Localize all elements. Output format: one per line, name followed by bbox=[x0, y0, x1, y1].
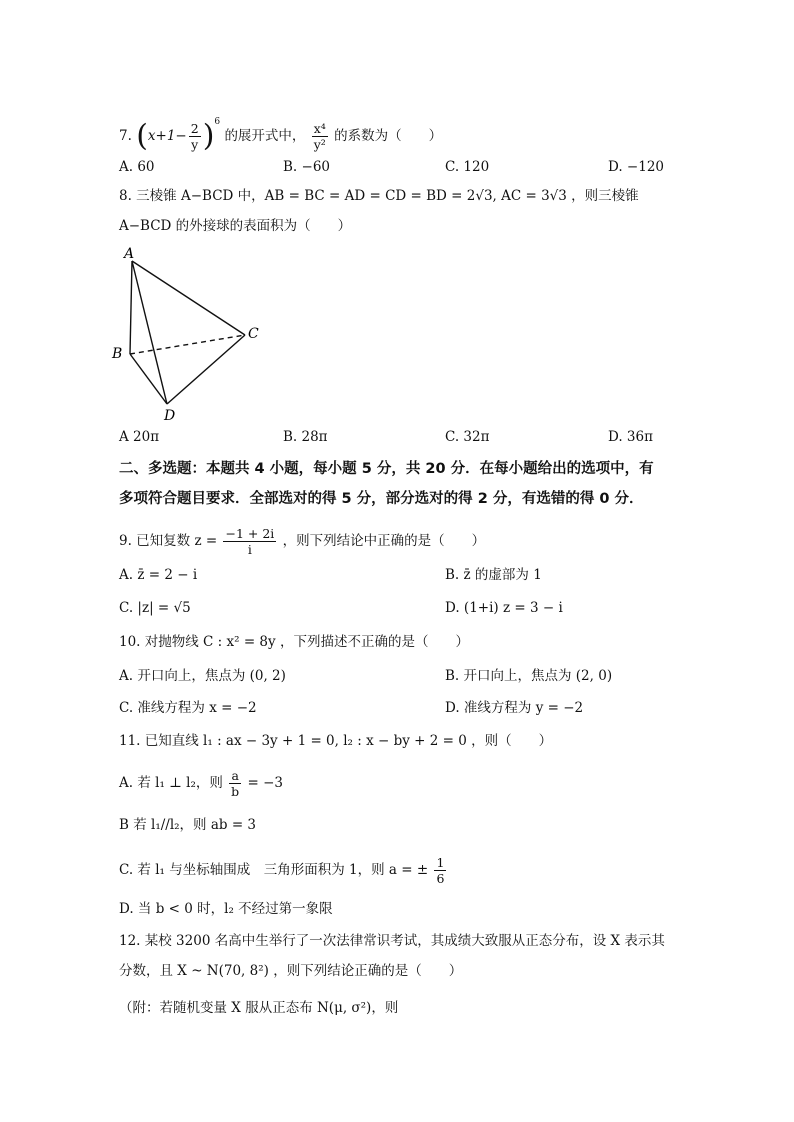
fraction-1-over-6: $\frac{1}{6}$ bbox=[436, 855, 445, 886]
paren-close: ) bbox=[202, 118, 215, 154]
fraction-a-over-b: $\frac{a}{b}$ bbox=[231, 768, 240, 799]
option-a: A. z̄ = 2 − i bbox=[119, 567, 198, 583]
option-d: D. −120 bbox=[608, 159, 665, 175]
option-d: D. 当 b < 0 时，l₂ 不经过第一象限 bbox=[119, 901, 333, 917]
section-header-line2: 多项符合题目要求．全部选对的得 5 分，部分选对的得 2 分，有选错的得 0 分． bbox=[119, 491, 644, 507]
label-b: B bbox=[112, 346, 123, 362]
edge-ac bbox=[132, 261, 245, 335]
fraction-z: $\frac{-1 + 2i}{i}$ bbox=[225, 526, 275, 557]
option-c: C. 准线方程为 x = −2 bbox=[119, 700, 257, 716]
option-b: B. 开口向上，焦点为 (2, 0) bbox=[445, 668, 613, 684]
option-c: C. 32π bbox=[445, 429, 490, 445]
option-b: B 若 l₁//l₂，则 ab = 3 bbox=[119, 817, 257, 833]
edge-ad bbox=[132, 261, 167, 404]
question-7-stem bbox=[119, 112, 442, 152]
option-a: A. 若 l₁ ⊥ l₂，则 $\frac{a}{b}$ = −3 bbox=[119, 768, 283, 799]
question-8-stem-line1: 8. 三棱锥 A−BCD 中，AB = BC = AD = CD = BD = 2√3, AC = 3√3 ，则三棱锥 bbox=[119, 188, 639, 204]
option-b: B. 28π bbox=[283, 429, 328, 445]
paren-open: ( bbox=[136, 118, 148, 154]
option-b: B. z̄ 的虚部为 1 bbox=[445, 567, 542, 583]
exponent: 6 bbox=[214, 117, 221, 127]
stem-text: 的展开式中， bbox=[224, 128, 306, 144]
option-d: D. 准线方程为 y = −2 bbox=[445, 700, 584, 716]
tetrahedron-figure bbox=[110, 244, 270, 424]
edge-ab bbox=[130, 261, 132, 354]
label-d: D bbox=[164, 408, 176, 424]
section-header-line1: 二、多选题：本题共 4 小题，每小题 5 分，共 20 分．在每小题给出的选项中，有 bbox=[119, 461, 654, 477]
question-number: 7. bbox=[119, 128, 132, 144]
label-c: C bbox=[248, 326, 259, 342]
option-a: A. 60 bbox=[119, 159, 155, 175]
stem-text-tail: 的系数为（ ） bbox=[334, 128, 443, 144]
option-b: B. −60 bbox=[283, 159, 330, 175]
question-12-stem-line2: 分数，且 X ~ N(70, 8²) ，则下列结论正确的是（ ） bbox=[119, 963, 463, 979]
question-8-stem-line2: A−BCD 的外接球的表面积为（ ） bbox=[119, 218, 352, 234]
option-d: D. (1+i) z = 3 − i bbox=[445, 600, 563, 616]
question-11-stem: 11. 已知直线 l₁ : ax − 3y + 1 = 0, l₂ : x − by + 2 = 0 ，则（ ） bbox=[119, 733, 553, 749]
term-fraction: $\frac{\text{x⁴}}{\text{y²}}$ bbox=[313, 121, 326, 152]
expr-left: x+1− bbox=[147, 128, 187, 144]
option-a: A. 开口向上，焦点为 (0, 2) bbox=[119, 668, 286, 684]
question-10-stem: 10. 对抛物线 C : x² = 8y ，下列描述不正确的是（ ） bbox=[119, 634, 469, 650]
question-12-stem-line1: 12. 某校 3200 名高中生举行了一次法律常识考试，其成绩大致服从正态分布，设 X 表示其 bbox=[119, 933, 665, 949]
question-12-note: （附：若随机变量 X 服从正态布 N(μ, σ²)，则 bbox=[119, 1000, 399, 1016]
label-a: A bbox=[124, 246, 135, 262]
option-d: D. 36π bbox=[608, 429, 653, 445]
question-9-stem: 9. 已知复数 z = $\frac{-1 + 2i}{i}$ ，则下列结论中正确的是（ ） bbox=[119, 526, 486, 557]
option-c: C. 120 bbox=[445, 159, 490, 175]
option-c: C. 若 l₁ 与坐标轴围成 三角形面积为 1，则 a = ± $\frac{1}{6}$ bbox=[119, 855, 445, 886]
option-c: C. |z| = √5 bbox=[119, 600, 191, 616]
option-a: A 20π bbox=[119, 429, 160, 445]
fraction-2-over-y: $\frac{2}{y}$ bbox=[190, 121, 199, 152]
